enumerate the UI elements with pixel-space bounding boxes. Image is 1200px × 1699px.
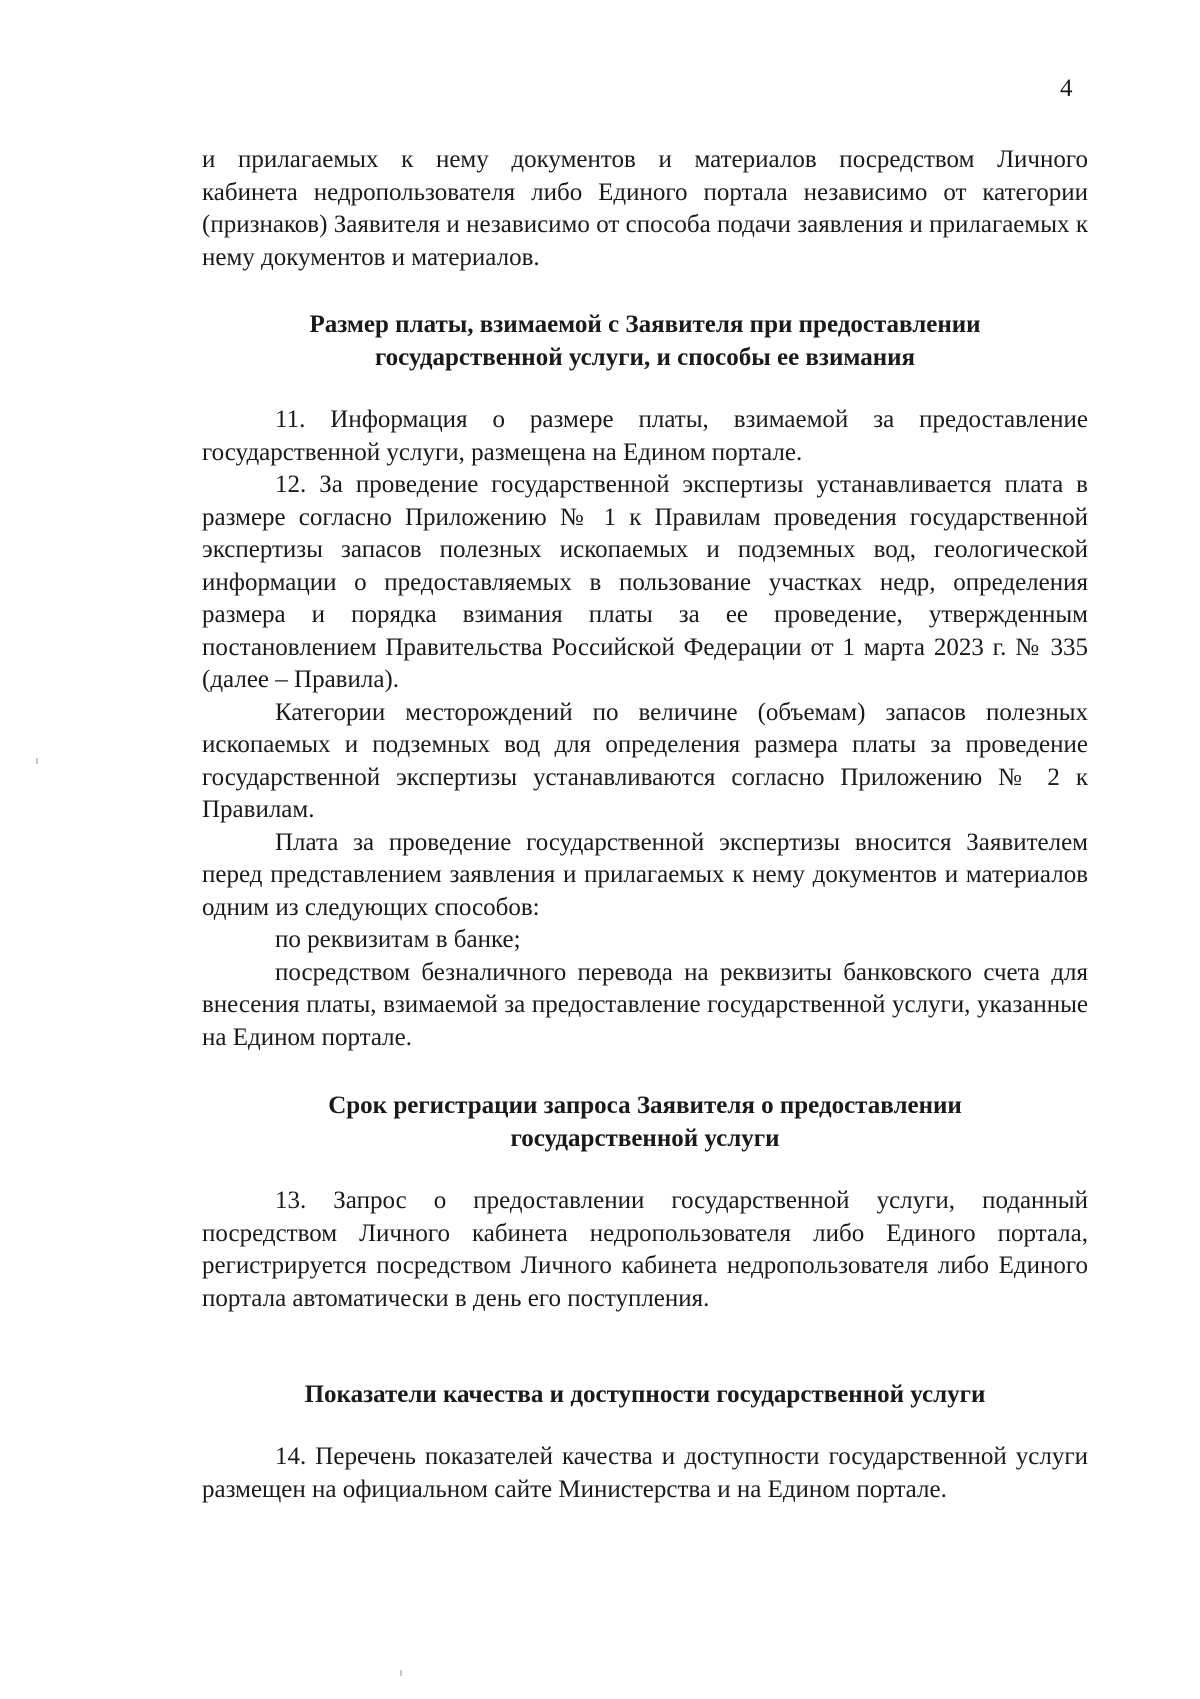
paragraph-bank: по реквизитам в банке; [275, 926, 521, 953]
section-registration-heading-line-1: Срок регистрации запроса Заявителя о предоставлении [328, 1092, 962, 1119]
section-quality [202, 1378, 1088, 1411]
paragraph-transfer: посредством безналичного перевода на реквизиты банковского счета для внесения платы, взимаемой за предоставление государственной услуги, указанные на Едином портале. [202, 958, 1088, 1051]
scan-artifact [36, 758, 38, 764]
section-registration [202, 1089, 1088, 1155]
paragraph-13: 13. Запрос о предоставлении государственной услуги, поданный посредством Личного кабинета недропользователя либо Единого портала, регистрируется посредством Личного кабинета недропользователя либо Единого портала автоматически в день его поступления. [202, 1187, 1088, 1312]
intro-line-1: и прилагаемых к нему документов и материалов посредством Личного [202, 146, 1088, 173]
section-registration-heading-line-2: государственной услуги [510, 1125, 780, 1152]
paragraph-categories: Категории месторождений по величине (объемам) запасов полезных ископаемых и подземных вод для определения размера платы за проведение государственной экспертизы устанавливаются согласно Приложению № 2 к Правилам. [202, 698, 1088, 823]
section-registration-body [202, 1185, 1088, 1315]
page-number: 4 [1060, 75, 1073, 102]
paragraph-payment-methods: Плата за проведение государственной экспертизы вносится Заявителем перед представлением заявления и прилагаемых к нему документов и материалов одним из следующих способов: [202, 828, 1088, 921]
paragraph-12: 12. За проведение государственной экспертизы устанавливается плата в размере согласно Приложению № 1 к Правилам проведения государственной экспертизы запасов полезных ископаемых и подземных вод, геологической информации о предоставляемых в пользование участках недр, определения размера и порядка взимания платы за ее проведение, утвержденным постановлением Правительства Российской Федерации от 1 марта 2023 г. № 335 (далее – Правила). [202, 471, 1088, 693]
section-fee-body [202, 404, 1088, 1054]
section-quality-heading: Показатели качества и доступности государственной услуги [304, 1381, 986, 1408]
section-fee [202, 308, 1088, 374]
paragraph-14: 14. Перечень показателей качества и доступности государственной услуги размещен на официальном сайте Министерства и на Едином портале. [202, 1443, 1088, 1503]
scan-artifact [400, 1670, 402, 1676]
section-fee-heading-line-2: государственной услуги, и способы ее взимания [374, 344, 916, 371]
section-quality-body [202, 1441, 1088, 1506]
paragraph-11: 11. Информация о размере платы, взимаемой за предоставление государственной услуги, размещена на Едином портале. [202, 406, 1088, 466]
section-fee-heading-line-1: Размер платы, взимаемой с Заявителя при предоставлении [309, 311, 981, 338]
intro-paragraph [202, 144, 1088, 274]
intro-rest: кабинета недропользователя либо Единого портала независимо от категории (признаков) Заявителя и независимо от способа подачи заявления и прилагаемых к нему документов и материалов. [202, 178, 1088, 271]
